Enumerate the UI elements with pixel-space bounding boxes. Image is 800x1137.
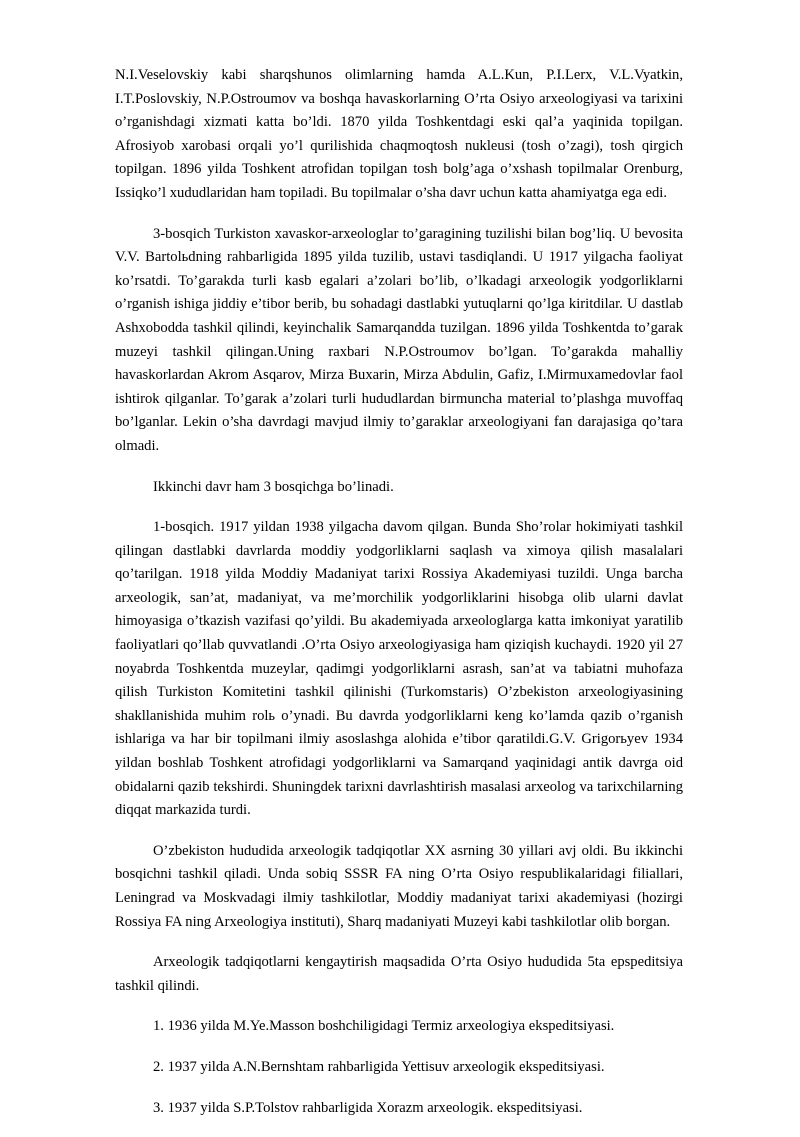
list-item-termez-expedition: 1. 1936 yilda M.Ye.Masson boshchiligidagi Termiz arxeologiya ekspeditsiyasi. bbox=[153, 1018, 615, 1035]
list-item-khorezm-expedition: 3. 1937 yilda S.P.Tolstov rahbarligida Xorazm arxeologik. ekspeditsiyasi. bbox=[153, 1099, 583, 1116]
paragraph-second-period-intro: Ikkinchi davr ham 3 bosqichga bo’linadi. bbox=[153, 478, 394, 495]
paragraph-research-1930s: O’zbekiston hududida arxeologik tadqiqotlar XX asrning 30 yillari avj oldi. Bu ikkinchi bosqichni tashkil qiladi. Unda sobiq SSSR FA ning O’rta Osiyo respublikalaridagi filiallari, Leningrad va Moskvadagi ilmiy tashkilotlar, Moddiy madaniyat tarixi akademiyasi (hozirgi Rossiya FA ning Arxeologiya instituti), Sharq madaniyati Muzeyi kabi tashkilotlar olib borgan. bbox=[115, 842, 683, 930]
document-page bbox=[115, 64, 683, 1137]
paragraph-stage-1-1917-1938: 1-bosqich. 1917 yildan 1938 yilgacha davom qilgan. Bunda Sho’rolar hokimiyati tashkil qilingan dastlabki davrlarda moddiy yodgorliklarni saqlash va ximoya qilish masalalari qo’tarilgan. 1918 yilda Moddiy Madaniyat tarixi Rossiya Akademiyasi tuzildi. Unga barcha arxeologik, san’at, madaniyat, va me’morchilik yodgorliklarini hisobga olib ularni davlat himoyasiga o’tkazish vazifasi qo’yildi. Bu akademiyada arxeologlarga katta imkoniyat yaratilib faoliyatlari qo’llab quvvatlandi .O’rta Osiyo arxeologiyasiga ham qiziqish kuchaydi. 1920 yil 27 noyabrda Toshkentda muzeylar, qadimgi yodgorliklarni asrash, san’at va tabiatni muhofaza qilish Turkiston Komitetini tashkil qilinishi (Turkomstaris) O’zbekiston arxeologiyasining shakllanishida muhim rolь o’ynadi. Bu davrda yodgorliklarni keng ko’lamda qazib o’rganish ishlariga va har bir topilmani ilmiy asoslashga alohida e’tibor qaratildi.G.V. Grigorьyev 1934 yildan boshlab Toshkent atrofidagi yodgorliklarni va Samarqand yaqinidagi antik davrga oid obidalarni qazib tekshirdi. Shuningdek tarixni davrlashtirish masalasi arxeolog va tarixchilarning diqqat markazida turdi. bbox=[115, 519, 683, 819]
list-item-yettisuv-expedition: 2. 1937 yilda A.N.Bernshtam rahbarligida Yettisuv arxeologik ekspeditsiyasi. bbox=[153, 1058, 605, 1075]
paragraph-stage-3-turkestan-circle: 3-bosqich Turkiston xavaskor-arxeologlar to’garagining tuzilishi bilan bog’liq. U bevosita V.V. Bartolьdning rahbarligida 1895 yilda tuzilib, ustavi tasdiqlandi. U 1917 yilgacha faoliyat ko’rsatdi. To’garakda turli kasb egalari a’zolari bo’lib, o’lkadagi arxeologik yodgorliklarni o’rganish ishiga jiddiy e’tibor berib, bu sohadagi dastlabki yutuqlarni qo’lga kiritdilar. U dastlab Ashxobodda tashkil qilindi, keyinchalik Samarqandda tuzilgan. 1896 yilda Toshkentda to’garak muzeyi tashkil qilingan.Uning raxbari N.P.Ostroumov bo’lgan. To’garakda mahalliy havaskorlardan Akrom Asqarov, Mirza Buxarin, Mirza Abdulin, Gafiz, I.Mirmuxamedovlar faol ishtirok qilganlar. To’garak a’zolari turli hududlardan birmuncha material to’plashga muvoffaq bo’lganlar. Lekin o’sha davrdagi mavjud ilmiy to’garaklar arxeologiyani fan darajasiga qo’tara olmadi. bbox=[115, 225, 683, 454]
paragraph-expeditions-intro: Arxeologik tadqiqotlarni kengaytirish maqsadida O’rta Osiyo hududida 5ta epspeditsiya tashkil qilindi. bbox=[115, 954, 683, 994]
paragraph-scholars-contribution: N.I.Veselovskiy kabi sharqshunos olimlarning hamda A.L.Kun, P.I.Lerx, V.L.Vyatkin, I.T.Poslovskiy, N.P.Ostroumov va boshqa havaskorlarning O’rta Osiyo arxeologiyasi va tarixini o’rganishdagi xizmati katta bo’ldi. 1870 yilda Toshkentdagi eski qal’a yaqinida topilgan. Afrosiyob xarobasi orqali yo’l qurilishida chaqmoqtosh nukleusi (tosh o’zagi), tosh qirgich topilgan. 1896 yilda Toshkent atrofidan topilgan tosh bolg’aga o’xshash topilmalar Orenburg, Issiqko’l xududlaridan ham topiladi. Bu topilmalar o’sha davr uchun katta ahamiyatga ega edi. bbox=[115, 67, 683, 201]
